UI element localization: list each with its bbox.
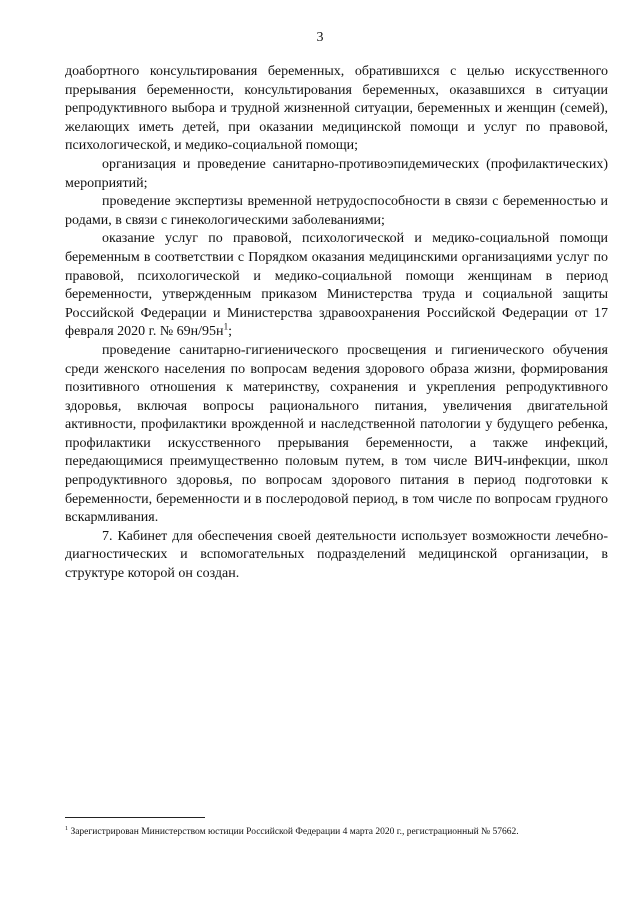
footnote-marker: 1: [65, 825, 69, 832]
paragraph-item-7: 7. Кабинет для обеспечения своей деятельности использует возможности лечебно-диагностических и вспомогательных подразделений медицинской организации, в структуре которой он создан.: [65, 528, 608, 582]
paragraph-sanitary-measures: организация и проведение санитарно-противоэпидемических (профилактических) мероприятий;: [65, 156, 608, 191]
paragraph-disability-expertise: проведение экспертизы временной нетрудоспособности в связи с беременностью и родами, в связи с гинекологическими заболеваниями;: [65, 194, 608, 228]
page-number: 3: [316, 30, 324, 45]
paragraph-legal-psychological-services: [65, 230, 608, 342]
document-body: [65, 63, 608, 584]
paragraph-text: оказание услуг по правовой, психологической и медико-социальной помощи беременным в соответствии с Порядком оказания медицинскими организациями услуг по правовой, психологической и медико-социальной помощи женщинам в период беременности, утвержденным приказом Министерства труда и социальной защиты Российской Федерации и Министерства здравоохранения Российской Федерации от 17 февраля 2020 г. № 69н/95н: [65, 231, 608, 340]
footnote: [65, 826, 625, 838]
paragraph-tail: ;: [228, 324, 232, 340]
footnote-separator: [65, 817, 205, 818]
paragraph-continuation: доабортного консультирования беременных, обратившихся с целью искусственного прерывания беременности, консультирования беременных, оказавшихся в ситуации репродуктивного выбора и трудной жизненной ситуации, беременных и женщин (семей), желающих иметь детей, при оказании медицинской помощи и услуг по правовой, психологической, и медико-социальной помощи;: [65, 64, 608, 154]
footnote-reference: 1: [223, 321, 229, 332]
footnote-text: Зарегистрирован Министерством юстиции Российской Федерации 4 марта 2020 г., регистрационный № 57662.: [68, 827, 519, 837]
paragraph-health-education: проведение санитарно-гигиенического просвещения и гигиенического обучения среди женского населения по вопросам ведения здорового образа жизни, формирования позитивного отношения к материнству, сохранения и укрепления репродуктивного здоровья, включая вопросы рационального питания, увеличения двигательной активности, профилактики врожденной и наследственной патологии у будущего ребенка, профилактики искусственного прерывания беременности, а также инфекций, передающимися преимущественно половым путем, в том числе ВИЧ-инфекции, школ репродуктивного здоровья, по вопросам здорового питания в период подготовки к беременности, беременности и в послеродовой период, в том числе по вопросам грудного вскармливания.: [65, 342, 608, 526]
